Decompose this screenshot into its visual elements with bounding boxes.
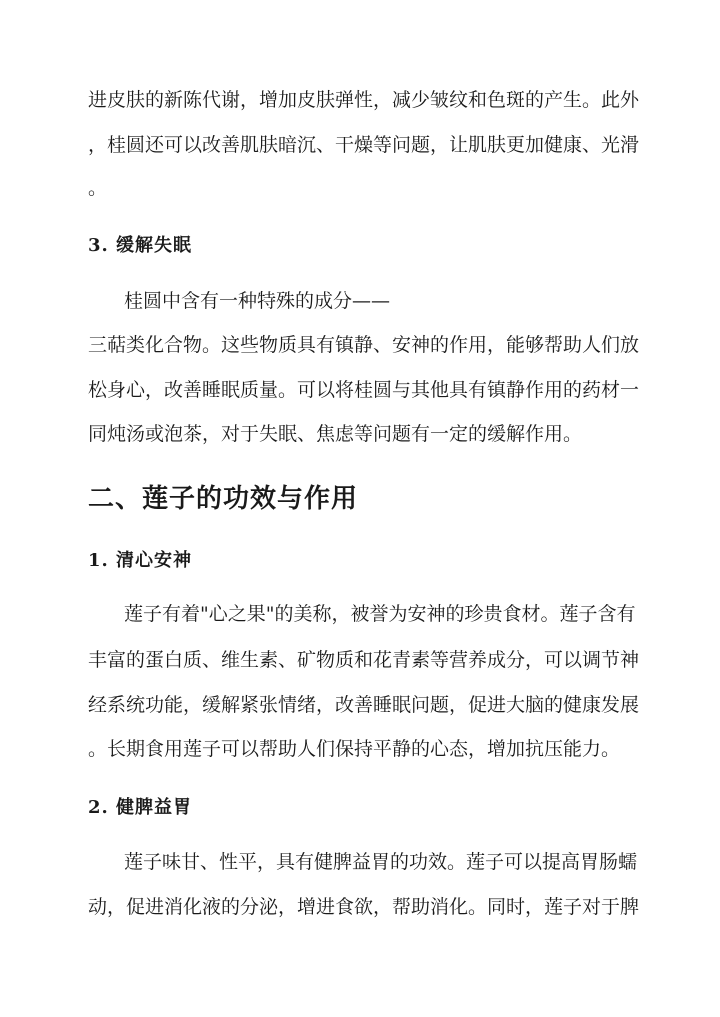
subsection-heading: 3. 缓解失眠 [88, 235, 193, 256]
paragraph-line: 同炖汤或泡茶，对于失眠、焦虑等问题有一定的缓解作用。 [88, 423, 583, 445]
paragraph-line: 莲子味甘、性平，具有健脾益胃的功效。莲子可以提高胃肠蠕 [124, 851, 638, 873]
section-heading: 二、莲子的功效与作用 [88, 484, 359, 514]
paragraph-line: 松身心，改善睡眠质量。可以将桂圆与其他具有镇静作用的药材一 [88, 379, 640, 401]
paragraph-line: 三萜类化合物。这些物质具有镇静、安神的作用，能够帮助人们放 [88, 334, 640, 356]
paragraph-line: 丰富的蛋白质、维生素、矿物质和花青素等营养成分，可以调节神 [88, 649, 640, 671]
paragraph-line: 经系统功能，缓解紧张情绪，改善睡眠问题，促进大脑的健康发展 [88, 694, 640, 716]
subsection-heading: 1. 清心安神 [88, 550, 193, 571]
paragraph-line: 进皮肤的新陈代谢，增加皮肤弹性，减少皱纹和色斑的产生。此外 [88, 89, 640, 111]
paragraph-line: 莲子有着"心之果"的美称，被誉为安神的珍贵食材。莲子含有 [124, 603, 636, 625]
paragraph-line: 。 [88, 177, 108, 199]
paragraph-line: 。长期食用莲子可以帮助人们保持平静的心态，增加抗压能力。 [88, 738, 621, 760]
subsection-heading: 2. 健脾益胃 [88, 797, 193, 818]
paragraph-line: 动，促进消化液的分泌，增进食欲，帮助消化。同时，莲子对于脾 [88, 896, 640, 918]
paragraph-line: 桂圆中含有一种特殊的成分—— [124, 290, 391, 312]
paragraph-line: ，桂圆还可以改善肌肤暗沉、干燥等问题，让肌肤更加健康、光滑 [88, 134, 640, 156]
